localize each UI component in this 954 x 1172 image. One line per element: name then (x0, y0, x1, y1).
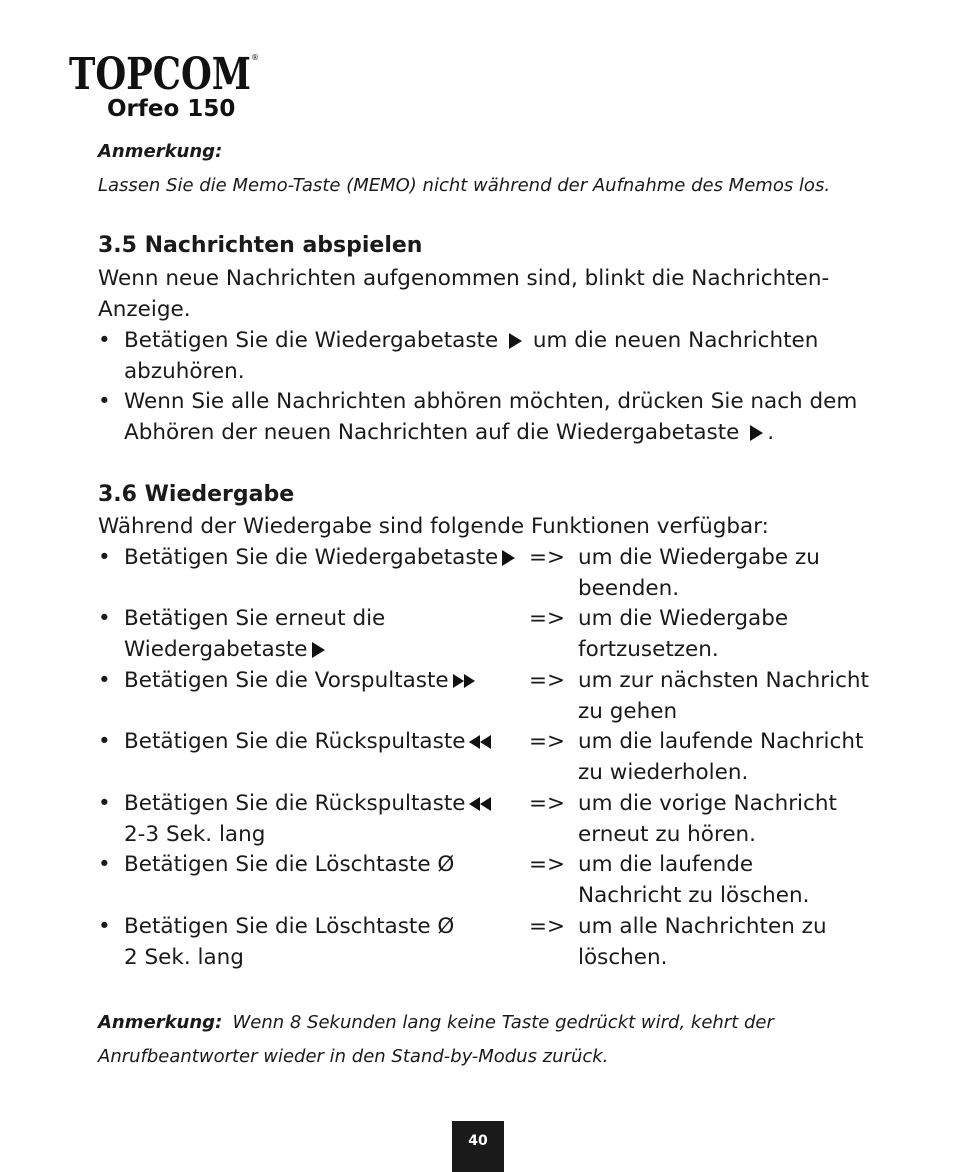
list-item: • (98, 545, 111, 570)
function-result: um die Wiedergabe zu (578, 545, 820, 570)
arrow: => (529, 729, 566, 754)
note-text: Wenn 8 Sekunden lang keine Taste gedrückt wird, kehrt der (232, 1012, 774, 1033)
note-text: Anrufbeantworter wieder in den Stand-by-Modus zurück. (98, 1046, 609, 1067)
function-result: um die laufende (578, 852, 754, 877)
function-result: um die laufende Nachricht (578, 729, 864, 754)
play-icon (502, 550, 515, 566)
function-result: fortzusetzen. (578, 637, 719, 662)
function-result: beenden. (578, 576, 680, 601)
function-label: Betätigen Sie die Rückspultaste (124, 791, 495, 817)
section-heading-3-5: 3.5 Nachrichten abspielen (98, 233, 423, 258)
topcom-logo (69, 46, 259, 96)
arrow: => (529, 606, 566, 631)
function-label: Betätigen Sie die Wiedergabetaste (124, 545, 519, 570)
note-label: Anmerkung: (98, 1012, 223, 1033)
function-label: Betätigen Sie die Rückspultaste (124, 729, 495, 755)
note-text: Lassen Sie die Memo-Taste (MEMO) nicht während der Aufnahme des Memos los. (98, 175, 831, 196)
list-item-text: Abhören der neuen Nachrichten auf die Wiedergabetaste . (124, 420, 775, 445)
function-result: Nachricht zu löschen. (578, 883, 810, 908)
function-result: um alle Nachrichten zu (578, 914, 827, 939)
function-label: Betätigen Sie die Löschtaste Ø (124, 852, 455, 877)
play-icon (750, 425, 763, 441)
function-label: Betätigen Sie erneut die (124, 606, 386, 631)
rewind-icon (469, 792, 491, 817)
model-name: Orfeo 150 (107, 96, 236, 122)
function-result: um die Wiedergabe (578, 606, 789, 631)
list-item-text: Betätigen Sie die Wiedergabetaste um die neuen Nachrichten (124, 328, 819, 353)
intro-line: Wenn neue Nachrichten aufgenommen sind, blinkt die Nachrichten- (98, 266, 830, 291)
function-label: Betätigen Sie die Vorspultaste (124, 668, 479, 694)
function-label: 2 Sek. lang (124, 945, 244, 970)
function-label: Betätigen Sie die Löschtaste Ø (124, 914, 455, 939)
arrow: => (529, 791, 566, 816)
function-label: Wiedergabetaste (124, 637, 329, 662)
note-label: Anmerkung: (98, 141, 223, 162)
intro-line: Während der Wiedergabe sind folgende Funktionen verfügbar: (98, 514, 769, 539)
svg-text:®: ® (251, 53, 259, 62)
arrow: => (529, 852, 566, 877)
list-item: • (98, 791, 111, 816)
function-result: zu wiederholen. (578, 760, 749, 785)
arrow: => (529, 914, 566, 939)
arrow: => (529, 545, 566, 570)
list-item-text: abzuhören. (124, 359, 245, 384)
list-item: • (98, 852, 111, 877)
function-result: um zur nächsten Nachricht (578, 668, 869, 693)
function-result: löschen. (578, 945, 668, 970)
intro-line: Anzeige. (98, 297, 191, 322)
list-item: • (98, 668, 111, 693)
function-label: 2-3 Sek. lang (124, 822, 266, 847)
list-item: • (98, 328, 111, 353)
page-number: 40 (452, 1121, 504, 1172)
list-item: • (98, 729, 111, 754)
section-heading-3-6: 3.6 Wiedergabe (98, 482, 295, 507)
play-icon (312, 642, 325, 658)
svg-text:TOPCOM: TOPCOM (69, 49, 251, 96)
fast-forward-icon (453, 669, 475, 694)
list-item: • (98, 389, 111, 414)
play-icon (509, 333, 522, 349)
function-result: erneut zu hören. (578, 822, 757, 847)
rewind-icon (469, 730, 491, 755)
list-item-text: Wenn Sie alle Nachrichten abhören möchten, drücken Sie nach dem (124, 389, 858, 414)
arrow: => (529, 668, 566, 693)
function-result: um die vorige Nachricht (578, 791, 837, 816)
function-result: zu gehen (578, 699, 678, 724)
note (98, 1012, 774, 1033)
list-item: • (98, 606, 111, 631)
list-item: • (98, 914, 111, 939)
